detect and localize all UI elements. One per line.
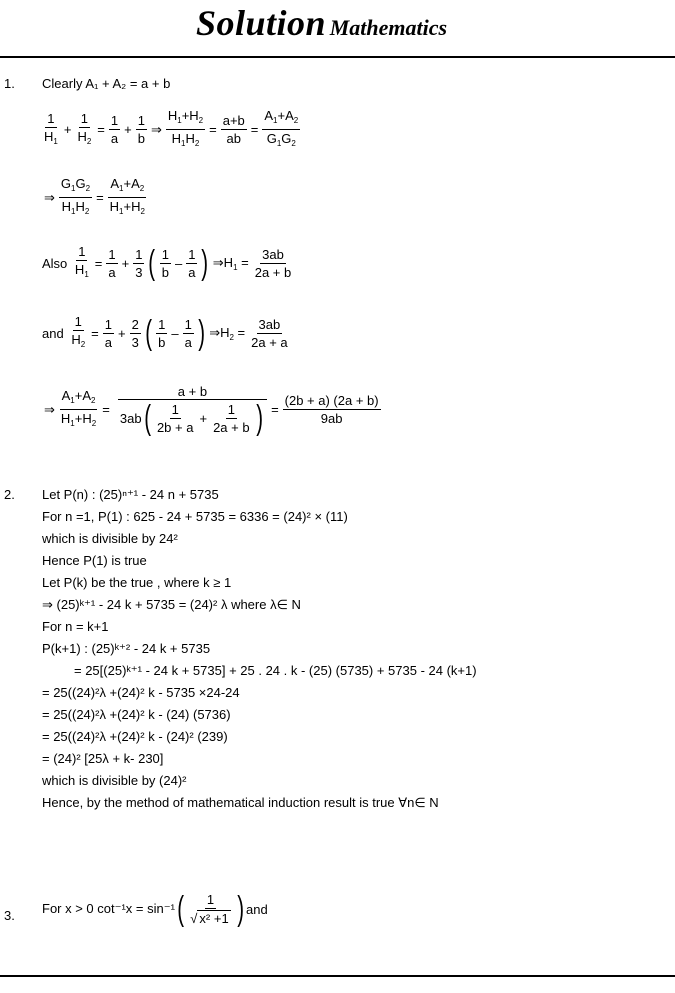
q2-line: Hence P(1) is true — [42, 553, 147, 568]
footer-rule — [0, 975, 675, 977]
q2-line: = 25((24)²λ +(24)² k - 5735 ×24-24 — [42, 685, 240, 700]
q2-line: = (24)² [25λ + k- 230] — [42, 751, 164, 766]
q2-line: For n = k+1 — [42, 619, 109, 634]
q2-line: P(k+1) : (25)ᵏ⁺² - 24 k + 5735 — [42, 641, 211, 656]
q3-eq: For x > 0 cot⁻¹x = sin⁻¹ ( 1 √ x² +1 ) and — [42, 890, 268, 928]
q2-line: which is divisible by (24)² — [42, 773, 187, 788]
q1-eq5: ⇒ $\frac{A_1+A_2}{H_1+H_2}$ = a + b 3ab ( $\frac{1}{2b + a}$ + $\frac{1}{2a + b}$ ) = $\frac{(2b + a) (2a + b)}{9ab}$ — [44, 384, 379, 437]
q2-line: Hence, by the method of mathematical induction result is true ∀n∈ N — [42, 795, 439, 810]
q1-eq1: $\frac{1}{H_1}$ + $\frac{1}{H_2}$ = $\frac{1}{a}$ + $\frac{1}{b}$ ⇒ $\frac{H_1+H_2}{H_1H_2}$ = $\frac{a+b}{ab}$ = $\frac{A_1+A_2}{G_1G_2}$ — [44, 108, 299, 148]
q2-line: ⇒ (25)ᵏ⁺¹ - 24 k + 5735 = (24)² λ where λ∈ N — [42, 597, 301, 612]
q2-line: which is divisible by 24² — [42, 531, 178, 546]
page-header — [196, 2, 447, 44]
q2-line: = 25((24)²λ +(24)² k - (24) (5736) — [42, 707, 231, 722]
q1-eq3: Also $\frac{1}{H_1}$ = $\frac{1}{a}$ + $\frac{1}{3}$ ( $\frac{1}{b}$ – $\frac{1}{a}$ ) $\Rightarrow H_1$ = $\frac{3ab}{2a + b}$ — [42, 244, 292, 282]
q3-lead: For x > 0 cot⁻¹x = sin⁻¹ — [42, 901, 175, 916]
q2-line: Let P(k) be the true , where k ≥ 1 — [42, 575, 232, 590]
q1-eq2: ⇒ $\frac{G_1G_2}{H_1H_2}$ = $\frac{A_1+A_2}{H_1+H_2}$ — [44, 176, 145, 216]
q2-line: For n =1, P(1) : 625 - 24 + 5735 = 6336 = (24)² × (11) — [42, 509, 348, 524]
header-title: Solution — [196, 3, 327, 43]
q1-line1: Clearly A₁ + A₂ = a + b — [42, 76, 171, 91]
header-rule — [0, 56, 675, 58]
header-subtitle: Mathematics — [329, 15, 448, 40]
q2-number: 2. — [4, 487, 15, 502]
q2-line: = 25((24)²λ +(24)² k - (24)² (239) — [42, 729, 228, 744]
q1-and: and — [42, 325, 64, 341]
q1-also: Also — [42, 255, 68, 271]
q1-eq4: and $\frac{1}{H_2}$ = $\frac{1}{a}$ + $\frac{2}{3}$ ( $\frac{1}{b}$ – $\frac{1}{a}$ ) $\Rightarrow H_2$ = $\frac{3ab}{2a + a}$ — [42, 314, 288, 352]
q2-block — [42, 484, 477, 814]
q1-number: 1. — [4, 76, 15, 91]
q3-number: 3. — [4, 908, 15, 923]
q3-tail: and — [246, 901, 268, 917]
q2-line: Let P(n) : (25)ⁿ⁺¹ - 24 n + 5735 — [42, 487, 219, 502]
q2-line: = 25[(25)ᵏ⁺¹ - 24 k + 5735] + 25 . 24 . k - (25) (5735) + 5735 - 24 (k+1) — [74, 663, 477, 678]
